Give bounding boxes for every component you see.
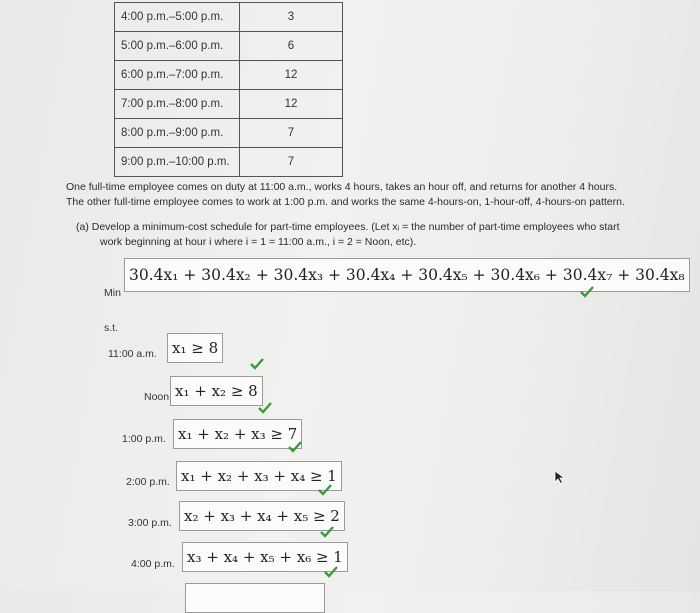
checkmark-icon <box>258 402 272 414</box>
constraint-label-2pm: 2:00 p.m. <box>126 476 170 488</box>
required-count: 7 <box>240 119 343 148</box>
required-count: 12 <box>240 61 343 90</box>
required-count: 6 <box>240 32 343 61</box>
time-slot-label: 8:00 p.m.–9:00 p.m. <box>115 119 240 148</box>
constraint-input-next[interactable] <box>185 583 325 613</box>
checkmark-icon <box>320 526 334 538</box>
constraint-input-11am[interactable]: x₁ ≥ 8 <box>167 333 223 363</box>
constraint-label-1pm: 1:00 p.m. <box>122 433 166 445</box>
problem-text-line-2: The other full-time employee comes to work at 1:00 p.m. and works the same 4-hours-on, 1-hour-off, 4-hours-on pattern. <box>66 196 625 208</box>
demand-table <box>114 2 343 177</box>
subject-to-label: s.t. <box>104 322 119 334</box>
time-slot-label: 4:00 p.m.–5:00 p.m. <box>115 3 240 32</box>
table-row <box>115 61 343 90</box>
checkmark-icon <box>580 286 594 298</box>
objective-function-input[interactable]: 30.4x₁ + 30.4x₂ + 30.4x₃ + 30.4x₄ + 30.4x₅ + 30.4x₆ + 30.4x₇ + 30.4x₈ <box>124 258 690 292</box>
constraint-input-3pm[interactable]: x₂ + x₃ + x₄ + x₅ ≥ 2 <box>179 501 345 531</box>
constraint-input-noon[interactable]: x₁ + x₂ ≥ 8 <box>170 376 263 406</box>
problem-text-line-1: One full-time employee comes on duty at 11:00 a.m., works 4 hours, takes an hour off, and returns for another 4 hours. <box>66 181 618 193</box>
constraint-input-2pm[interactable]: x₁ + x₂ + x₃ + x₄ ≥ 1 <box>176 461 342 491</box>
time-slot-label: 6:00 p.m.–7:00 p.m. <box>115 61 240 90</box>
constraint-input-4pm[interactable]: x₃ + x₄ + x₅ + x₆ ≥ 1 <box>182 542 348 572</box>
time-slot-label: 5:00 p.m.–6:00 p.m. <box>115 32 240 61</box>
required-count: 7 <box>240 148 343 177</box>
constraint-label-4pm: 4:00 p.m. <box>131 558 175 570</box>
table-row <box>115 148 343 177</box>
time-slot-label: 9:00 p.m.–10:00 p.m. <box>115 148 240 177</box>
table-row <box>115 3 343 32</box>
constraint-label-noon: Noon <box>144 391 170 403</box>
constraint-label-3pm: 3:00 p.m. <box>128 517 172 529</box>
mouse-pointer-icon <box>554 470 566 484</box>
checkmark-icon <box>318 484 332 496</box>
table-row <box>115 90 343 119</box>
checkmark-icon <box>324 566 338 578</box>
part-a-question-line-2: work beginning at hour i where i = 1 = 11:00 a.m., i = 2 = Noon, etc). <box>100 236 417 248</box>
checkmark-icon <box>288 441 302 453</box>
table-row <box>115 32 343 61</box>
constraint-input-1pm[interactable]: x₁ + x₂ + x₃ ≥ 7 <box>173 419 302 449</box>
table-row <box>115 119 343 148</box>
objective-label: Min <box>104 287 121 299</box>
constraint-label-11am: 11:00 a.m. <box>108 348 157 360</box>
required-count: 3 <box>240 3 343 32</box>
time-slot-label: 7:00 p.m.–8:00 p.m. <box>115 90 240 119</box>
checkmark-icon <box>250 358 264 370</box>
part-a-question-line-1: (a) Develop a minimum-cost schedule for part-time employees. (Let xᵢ = the number of part-time employees who start <box>76 221 620 233</box>
required-count: 12 <box>240 90 343 119</box>
